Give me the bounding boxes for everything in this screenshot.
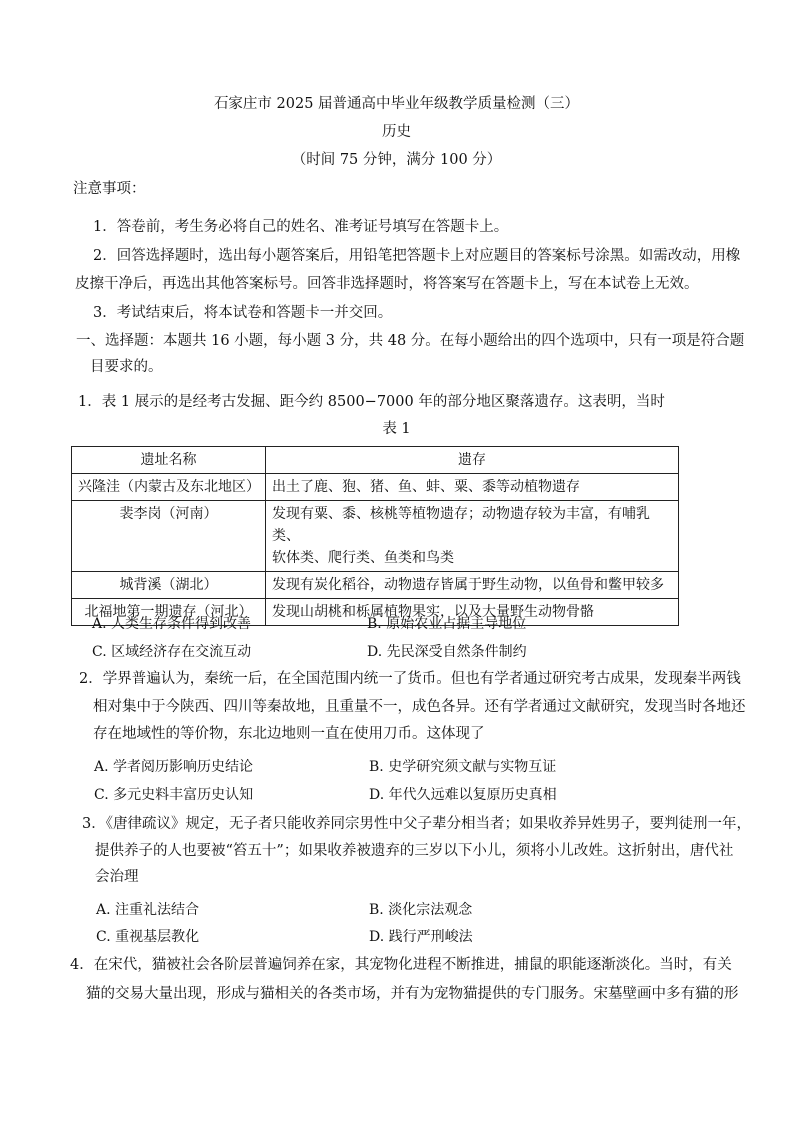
notice-item-1: 1．答卷前，考生务必将自己的姓名、准考证号填写在答题卡上。 xyxy=(93,219,509,235)
table-cell-remains: 发现有炭化稻谷，动物遗存皆属于野生动物，以鱼骨和鳖甲较多 xyxy=(266,572,679,599)
question-2-stem-cont: 存在地域性的等价物，东北边地则一直在使用刀币。这体现了 xyxy=(93,726,485,742)
question-1-stem: 1．表 1 展示的是经考古发掘、距今约 8500−7000 年的部分地区聚落遗存。这表明，当时 xyxy=(78,394,665,410)
notice-heading: 注意事项： xyxy=(73,181,146,197)
table-row xyxy=(72,501,679,572)
section-1-heading-cont: 目要求的。 xyxy=(90,359,163,375)
exam-title: 石家庄市 2025 届普通高中毕业年级教学质量检测（三） xyxy=(213,96,580,112)
notice-item-3: 3．考试结束后，将本试卷和答题卡一并交回。 xyxy=(93,305,393,321)
table-caption: 表 1 xyxy=(382,421,411,437)
question-3-stem-cont: 会治理 xyxy=(95,869,139,885)
question-4-stem: 4．在宋代，猫被社会各阶层普遍饲养在家，其宠物化进程不断推进，捕鼠的职能逐渐淡化。当时，有关 xyxy=(70,957,732,973)
table-cell-site: 裴李岗（河南） xyxy=(72,501,266,572)
q2-option-c: C. 多元史料丰富历史认知 xyxy=(94,787,254,803)
time-info: （时间 75 分钟，满分 100 分） xyxy=(291,152,502,168)
relics-table xyxy=(71,446,679,626)
question-3-stem: 3．《唐律疏议》规定，无子者只能收养同宗男性中父子辈分相当者；如果收养异姓男子，要判徒刑一年， xyxy=(82,816,751,832)
table-cell-line: 发现有粟、黍、核桃等植物遗存；动物遗存较为丰富，有哺乳类、 xyxy=(272,506,650,544)
notice-item-2-cont: 皮擦干净后，再选出其他答案标号。回答非选择题时，将答案写在答题卡上，写在本试卷上无效。 xyxy=(75,276,699,292)
table-cell-site: 北福地第一期遗存（河北） xyxy=(72,599,266,626)
section-1-heading: 一、选择题：本题共 16 小题，每小题 3 分，共 48 分。在每小题给出的四个选项中，只有一项是符合题 xyxy=(76,333,745,349)
question-3-stem-cont: 提供养子的人也要被“笞五十”；如果收养被遗弃的三岁以下小儿，须将小儿改姓。这折射出，唐代社 xyxy=(95,843,734,859)
q3-option-c: C. 重视基层教化 xyxy=(96,929,200,945)
table-cell-remains: 出土了鹿、狍、猪、鱼、蚌、粟、黍等动植物遗存 xyxy=(266,474,679,501)
q1-option-b: B. 原始农业占据主导地位 xyxy=(367,616,527,632)
q3-option-a: A. 注重礼法结合 xyxy=(96,902,200,918)
q1-option-d: D. 先民深受自然条件制约 xyxy=(367,644,527,660)
q1-option-c: C. 区域经济存在交流互动 xyxy=(92,644,252,660)
table-cell-site: 兴隆洼（内蒙古及东北地区） xyxy=(72,474,266,501)
table-row xyxy=(72,474,679,501)
table-header-row xyxy=(72,447,679,474)
q3-option-d: D. 践行严刑峻法 xyxy=(369,929,473,945)
table-cell-site: 城背溪（湖北） xyxy=(72,572,266,599)
q2-option-b: B. 史学研究须文献与实物互证 xyxy=(369,759,557,775)
table-cell-line: 软体类、爬行类、鱼类和鸟类 xyxy=(272,550,454,566)
q3-option-b: B. 淡化宗法观念 xyxy=(369,902,473,918)
q2-option-d: D. 年代久远难以复原历史真相 xyxy=(369,787,557,803)
table-cell-remains: 发现山胡桃和栎属植物果实，以及大量野生动物骨骼 xyxy=(266,599,679,626)
notice-item-2: 2．回答选择题时，选出每小题答案后，用铅笔把答题卡上对应题目的答案标号涂黑。如需改动，用橡 xyxy=(93,248,741,264)
question-2-stem-cont: 相对集中于今陕西、四川等秦故地，且重量不一，成色各异。还有学者通过文献研究，发现当时各地还 xyxy=(93,699,746,715)
table-cell-remains xyxy=(266,501,679,572)
subject-title: 历史 xyxy=(382,124,411,140)
question-2-stem: 2．学界普遍认为，秦统一后，在全国范围内统一了货币。但也有学者通过研究考古成果，发现秦半两钱 xyxy=(79,671,741,687)
table-row xyxy=(72,572,679,599)
table-header-site: 遗址名称 xyxy=(72,447,266,474)
q2-option-a: A. 学者阅历影响历史结论 xyxy=(94,759,254,775)
table-header-remains: 遗存 xyxy=(266,447,679,474)
q1-option-a: A. 人类生存条件得到改善 xyxy=(92,616,252,632)
question-4-stem-cont: 猫的交易大量出现，形成与猫相关的各类市场，并有为宠物猫提供的专门服务。宋墓壁画中多有猫的形 xyxy=(86,986,739,1002)
